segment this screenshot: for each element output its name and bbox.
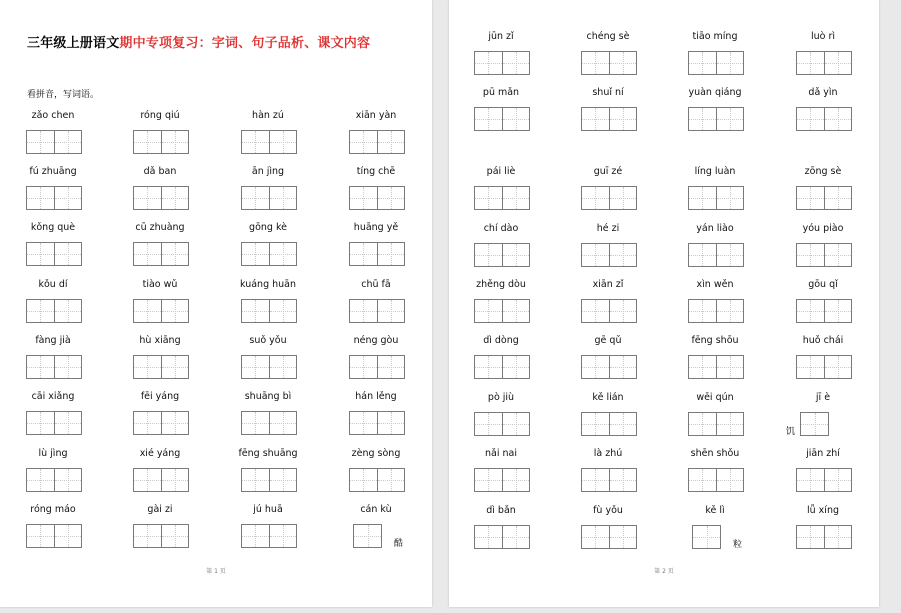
writing-cell[interactable]	[689, 356, 716, 378]
writing-cell[interactable]	[716, 356, 743, 378]
pinyin-label: hán lěng	[355, 391, 397, 402]
writing-grid[interactable]	[474, 243, 530, 267]
writing-grid[interactable]	[474, 525, 530, 549]
writing-grid[interactable]	[349, 355, 405, 379]
pinyin-label: fù yǒu	[593, 505, 623, 516]
writing-cell[interactable]	[161, 525, 188, 547]
pinyin-label: wēi qún	[696, 392, 734, 403]
writing-cell[interactable]	[475, 108, 502, 130]
pinyin-label: chū fā	[361, 279, 391, 290]
pinyin-label: shuāng bì	[244, 391, 292, 402]
writing-cell[interactable]	[269, 243, 296, 265]
writing-cell[interactable]	[716, 469, 743, 491]
writing-grid[interactable]	[581, 355, 637, 379]
writing-cell[interactable]	[269, 300, 296, 322]
writing-cell[interactable]	[134, 300, 161, 322]
writing-grid[interactable]	[796, 243, 852, 267]
writing-grid[interactable]	[688, 107, 744, 131]
pinyin-label: pū mǎn	[482, 87, 520, 98]
writing-cell[interactable]	[582, 526, 609, 548]
writing-grid[interactable]	[353, 524, 382, 548]
writing-grid[interactable]	[241, 242, 297, 266]
writing-grid[interactable]	[474, 51, 530, 75]
writing-grid[interactable]	[133, 411, 189, 435]
writing-grid[interactable]	[688, 243, 744, 267]
pinyin-label: guī zé	[593, 166, 623, 177]
pinyin-label: gōu qǐ	[808, 279, 838, 290]
writing-grid[interactable]	[796, 468, 852, 492]
writing-cell[interactable]	[350, 243, 377, 265]
writing-cell[interactable]	[242, 243, 269, 265]
writing-cell[interactable]	[161, 412, 188, 434]
writing-cell[interactable]	[609, 469, 636, 491]
writing-cell[interactable]	[377, 243, 404, 265]
given-character: 酷	[394, 539, 404, 549]
writing-cell[interactable]	[582, 469, 609, 491]
given-character: 饥	[786, 427, 796, 437]
writing-cell[interactable]	[689, 469, 716, 491]
pinyin-label: zōng sè	[804, 166, 842, 177]
writing-cell[interactable]	[609, 300, 636, 322]
writing-grid[interactable]	[26, 411, 82, 435]
writing-grid[interactable]	[26, 242, 82, 266]
writing-cell[interactable]	[161, 187, 188, 209]
writing-grid[interactable]	[349, 299, 405, 323]
writing-cell[interactable]	[475, 356, 502, 378]
writing-cell[interactable]	[797, 187, 824, 209]
writing-cell[interactable]	[824, 244, 851, 266]
pinyin-label: gōng kè	[249, 222, 287, 233]
writing-cell[interactable]	[54, 469, 81, 491]
pinyin-label: hàn zú	[252, 110, 284, 121]
writing-cell[interactable]	[689, 244, 716, 266]
pinyin-label: hù xiāng	[139, 335, 181, 346]
writing-cell[interactable]	[824, 108, 851, 130]
writing-cell[interactable]	[582, 244, 609, 266]
pinyin-label: róng máo	[30, 504, 76, 515]
pinyin-label: dì dòng	[483, 335, 519, 346]
pinyin-label: là zhú	[593, 448, 623, 459]
writing-cell[interactable]	[689, 300, 716, 322]
writing-grid[interactable]	[474, 107, 530, 131]
writing-grid[interactable]	[26, 299, 82, 323]
writing-cell[interactable]	[801, 413, 828, 435]
writing-cell[interactable]	[54, 412, 81, 434]
writing-cell[interactable]	[350, 300, 377, 322]
writing-cell[interactable]	[242, 300, 269, 322]
writing-cell[interactable]	[689, 52, 716, 74]
writing-cell[interactable]	[609, 187, 636, 209]
writing-cell[interactable]	[27, 412, 54, 434]
writing-grid[interactable]	[241, 411, 297, 435]
writing-cell[interactable]	[716, 300, 743, 322]
pinyin-label: xiān zǐ	[592, 279, 624, 290]
pinyin-label: róng qiú	[140, 110, 180, 121]
pinyin-label: jú huā	[253, 504, 283, 515]
writing-cell[interactable]	[134, 131, 161, 153]
writing-grid[interactable]	[133, 242, 189, 266]
writing-grid[interactable]	[796, 525, 852, 549]
pinyin-label: huǒ chái	[802, 335, 844, 346]
writing-cell[interactable]	[502, 300, 529, 322]
writing-grid[interactable]	[241, 186, 297, 210]
writing-cell[interactable]	[824, 300, 851, 322]
writing-cell[interactable]	[475, 52, 502, 74]
writing-cell[interactable]	[161, 356, 188, 378]
pinyin-label: tiāo míng	[692, 31, 738, 42]
pinyin-label: xiān yàn	[355, 110, 397, 121]
pinyin-label: kǒng què	[30, 222, 76, 233]
writing-cell[interactable]	[502, 244, 529, 266]
writing-cell[interactable]	[134, 525, 161, 547]
writing-grid[interactable]	[474, 186, 530, 210]
pinyin-label: gài zi	[147, 504, 173, 515]
writing-cell[interactable]	[797, 469, 824, 491]
writing-cell[interactable]	[582, 356, 609, 378]
pinyin-label: cāi xiǎng	[31, 391, 75, 402]
writing-cell[interactable]	[609, 356, 636, 378]
writing-cell[interactable]	[824, 356, 851, 378]
writing-cell[interactable]	[475, 413, 502, 435]
writing-cell[interactable]	[797, 356, 824, 378]
writing-cell[interactable]	[350, 412, 377, 434]
writing-cell[interactable]	[609, 413, 636, 435]
pinyin-label: luò rì	[810, 31, 836, 42]
writing-cell[interactable]	[582, 300, 609, 322]
pinyin-label: fēng shuāng	[238, 448, 298, 459]
writing-grid[interactable]	[133, 186, 189, 210]
writing-cell[interactable]	[582, 187, 609, 209]
title-topic: 期中专项复习：字词、句子品析、课文内容	[119, 36, 371, 51]
writing-grid[interactable]	[133, 468, 189, 492]
writing-cell[interactable]	[134, 243, 161, 265]
writing-cell[interactable]	[689, 413, 716, 435]
writing-cell[interactable]	[269, 525, 296, 547]
writing-cell[interactable]	[609, 108, 636, 130]
writing-cell[interactable]	[54, 131, 81, 153]
writing-grid[interactable]	[133, 524, 189, 548]
writing-cell[interactable]	[582, 108, 609, 130]
page-number: 第 1 页	[206, 568, 226, 575]
writing-grid[interactable]	[796, 299, 852, 323]
pinyin-label: chí dào	[483, 223, 519, 234]
writing-cell[interactable]	[27, 243, 54, 265]
writing-cell[interactable]	[475, 469, 502, 491]
writing-grid[interactable]	[796, 186, 852, 210]
given-character: 粒	[733, 540, 743, 550]
writing-cell[interactable]	[377, 187, 404, 209]
pinyin-label: fàng jià	[35, 335, 71, 346]
writing-grid[interactable]	[581, 299, 637, 323]
writing-cell[interactable]	[27, 131, 54, 153]
writing-cell[interactable]	[797, 300, 824, 322]
writing-cell[interactable]	[242, 187, 269, 209]
writing-cell[interactable]	[502, 108, 529, 130]
page-number: 第 2 页	[654, 568, 674, 575]
pinyin-label: hé zi	[596, 223, 620, 234]
writing-cell[interactable]	[475, 187, 502, 209]
writing-grid[interactable]	[133, 130, 189, 154]
writing-cell[interactable]	[475, 244, 502, 266]
pinyin-label: fú zhuāng	[29, 166, 77, 177]
writing-cell[interactable]	[502, 469, 529, 491]
pinyin-label: zǎo chen	[31, 110, 75, 121]
writing-cell[interactable]	[502, 52, 529, 74]
writing-cell[interactable]	[502, 187, 529, 209]
writing-cell[interactable]	[693, 526, 720, 548]
writing-cell[interactable]	[54, 243, 81, 265]
writing-cell[interactable]	[797, 526, 824, 548]
pinyin-label: shēn shǒu	[690, 448, 740, 459]
pinyin-label: fēi yáng	[140, 391, 180, 402]
writing-grid[interactable]	[688, 299, 744, 323]
writing-cell[interactable]	[134, 187, 161, 209]
writing-grid[interactable]	[796, 107, 852, 131]
writing-grid[interactable]	[26, 130, 82, 154]
worksheet-page-2	[449, 0, 879, 607]
pinyin-label: lù jìng	[38, 448, 68, 459]
writing-cell[interactable]	[27, 356, 54, 378]
writing-cell[interactable]	[27, 300, 54, 322]
instruction-text: 看拼音，写词语。	[27, 90, 100, 100]
writing-cell[interactable]	[350, 469, 377, 491]
pinyin-label: cán kù	[360, 504, 392, 515]
writing-cell[interactable]	[797, 52, 824, 74]
writing-cell[interactable]	[716, 108, 743, 130]
writing-grid[interactable]	[474, 412, 530, 436]
writing-cell[interactable]	[609, 526, 636, 548]
writing-cell[interactable]	[161, 300, 188, 322]
writing-grid[interactable]	[581, 525, 637, 549]
writing-cell[interactable]	[27, 469, 54, 491]
writing-cell[interactable]	[502, 413, 529, 435]
pinyin-label: huāng yě	[353, 222, 399, 233]
writing-cell[interactable]	[502, 356, 529, 378]
writing-grid[interactable]	[133, 355, 189, 379]
writing-grid[interactable]	[688, 355, 744, 379]
pinyin-label: dì bǎn	[486, 505, 516, 516]
worksheet-page-1	[0, 0, 432, 607]
writing-cell[interactable]	[269, 356, 296, 378]
writing-cell[interactable]	[377, 300, 404, 322]
writing-cell[interactable]	[377, 469, 404, 491]
writing-cell[interactable]	[242, 469, 269, 491]
pinyin-label: fēng shōu	[691, 335, 739, 346]
pinyin-label: néng gòu	[353, 335, 399, 346]
writing-cell[interactable]	[824, 187, 851, 209]
writing-grid[interactable]	[349, 130, 405, 154]
writing-cell[interactable]	[824, 469, 851, 491]
writing-grid[interactable]	[241, 299, 297, 323]
writing-cell[interactable]	[377, 356, 404, 378]
writing-grid[interactable]	[800, 412, 829, 436]
pinyin-label: dǎ ban	[143, 166, 177, 177]
writing-grid[interactable]	[349, 411, 405, 435]
writing-grid[interactable]	[26, 524, 82, 548]
writing-grid[interactable]	[349, 242, 405, 266]
writing-cell[interactable]	[797, 108, 824, 130]
writing-grid[interactable]	[474, 468, 530, 492]
writing-cell[interactable]	[242, 131, 269, 153]
writing-cell[interactable]	[502, 526, 529, 548]
writing-cell[interactable]	[269, 187, 296, 209]
writing-cell[interactable]	[134, 469, 161, 491]
writing-cell[interactable]	[475, 300, 502, 322]
pinyin-label: yóu piào	[802, 223, 844, 234]
writing-cell[interactable]	[27, 187, 54, 209]
writing-cell[interactable]	[161, 469, 188, 491]
worksheet-title	[27, 32, 370, 51]
pinyin-label: lǚ xíng	[807, 505, 839, 516]
writing-cell[interactable]	[797, 244, 824, 266]
writing-grid[interactable]	[474, 299, 530, 323]
writing-cell[interactable]	[54, 187, 81, 209]
writing-cell[interactable]	[377, 412, 404, 434]
writing-cell[interactable]	[161, 131, 188, 153]
writing-cell[interactable]	[824, 526, 851, 548]
writing-cell[interactable]	[27, 525, 54, 547]
writing-cell[interactable]	[689, 108, 716, 130]
writing-grid[interactable]	[688, 186, 744, 210]
writing-grid[interactable]	[581, 468, 637, 492]
writing-grid[interactable]	[581, 243, 637, 267]
writing-grid[interactable]	[474, 355, 530, 379]
pinyin-label: nǎi nai	[485, 448, 517, 459]
writing-grid[interactable]	[692, 525, 721, 549]
writing-cell[interactable]	[582, 52, 609, 74]
writing-cell[interactable]	[689, 187, 716, 209]
writing-grid[interactable]	[688, 51, 744, 75]
writing-cell[interactable]	[269, 412, 296, 434]
pinyin-label: yán liào	[696, 223, 734, 234]
writing-cell[interactable]	[161, 243, 188, 265]
writing-cell[interactable]	[716, 413, 743, 435]
pinyin-label: kě lián	[592, 392, 624, 403]
writing-grid[interactable]	[26, 355, 82, 379]
writing-grid[interactable]	[241, 524, 297, 548]
pinyin-label: pò jiù	[487, 392, 515, 403]
writing-cell[interactable]	[54, 300, 81, 322]
pinyin-label: tiào wǔ	[142, 279, 178, 290]
writing-grid[interactable]	[581, 107, 637, 131]
writing-grid[interactable]	[581, 51, 637, 75]
pinyin-label: jūn zǐ	[488, 31, 514, 42]
writing-cell[interactable]	[134, 412, 161, 434]
writing-grid[interactable]	[349, 468, 405, 492]
writing-grid[interactable]	[241, 130, 297, 154]
writing-cell[interactable]	[350, 187, 377, 209]
writing-grid[interactable]	[26, 468, 82, 492]
writing-grid[interactable]	[796, 355, 852, 379]
pinyin-label: gē qǔ	[594, 335, 622, 346]
writing-cell[interactable]	[269, 131, 296, 153]
writing-grid[interactable]	[241, 468, 297, 492]
writing-cell[interactable]	[377, 131, 404, 153]
pinyin-label: kǒu dí	[38, 279, 68, 290]
writing-grid[interactable]	[688, 468, 744, 492]
pinyin-label: yuàn qiáng	[688, 87, 742, 98]
pinyin-label: jiān zhí	[806, 448, 840, 459]
pinyin-label: kě lì	[705, 505, 725, 516]
writing-cell[interactable]	[350, 131, 377, 153]
pinyin-label: zèng sòng	[351, 448, 401, 459]
pinyin-label: jī è	[815, 392, 831, 403]
pinyin-label: suǒ yǒu	[249, 335, 287, 346]
writing-cell[interactable]	[350, 356, 377, 378]
writing-cell[interactable]	[269, 469, 296, 491]
writing-cell[interactable]	[54, 356, 81, 378]
writing-grid[interactable]	[26, 186, 82, 210]
writing-cell[interactable]	[716, 187, 743, 209]
writing-grid[interactable]	[581, 412, 637, 436]
writing-cell[interactable]	[242, 525, 269, 547]
pinyin-label: kuáng huān	[239, 279, 297, 290]
writing-grid[interactable]	[796, 51, 852, 75]
writing-cell[interactable]	[354, 525, 381, 547]
pinyin-label: chéng sè	[586, 31, 630, 42]
writing-cell[interactable]	[609, 52, 636, 74]
writing-cell[interactable]	[242, 356, 269, 378]
writing-cell[interactable]	[475, 526, 502, 548]
writing-grid[interactable]	[133, 299, 189, 323]
pinyin-label: tíng chē	[356, 166, 396, 177]
writing-cell[interactable]	[609, 244, 636, 266]
pinyin-label: xìn wěn	[696, 279, 734, 290]
writing-grid[interactable]	[349, 186, 405, 210]
writing-cell[interactable]	[134, 356, 161, 378]
writing-grid[interactable]	[581, 186, 637, 210]
pinyin-label: líng luàn	[694, 166, 736, 177]
pinyin-label: xié yáng	[139, 448, 181, 459]
writing-cell[interactable]	[582, 413, 609, 435]
writing-cell[interactable]	[716, 244, 743, 266]
writing-cell[interactable]	[54, 525, 81, 547]
pinyin-label: ān jìng	[251, 166, 285, 177]
writing-cell[interactable]	[716, 52, 743, 74]
pinyin-label: pái liè	[486, 166, 516, 177]
writing-cell[interactable]	[824, 52, 851, 74]
writing-cell[interactable]	[242, 412, 269, 434]
pinyin-label: dǎ yìn	[808, 87, 838, 98]
pinyin-label: shuǐ ní	[592, 87, 624, 98]
pinyin-label: cū zhuàng	[135, 222, 185, 233]
writing-grid[interactable]	[241, 355, 297, 379]
writing-grid[interactable]	[688, 412, 744, 436]
pinyin-label: zhěng dòu	[476, 279, 526, 290]
title-grade: 三年级上册语文	[27, 36, 120, 51]
